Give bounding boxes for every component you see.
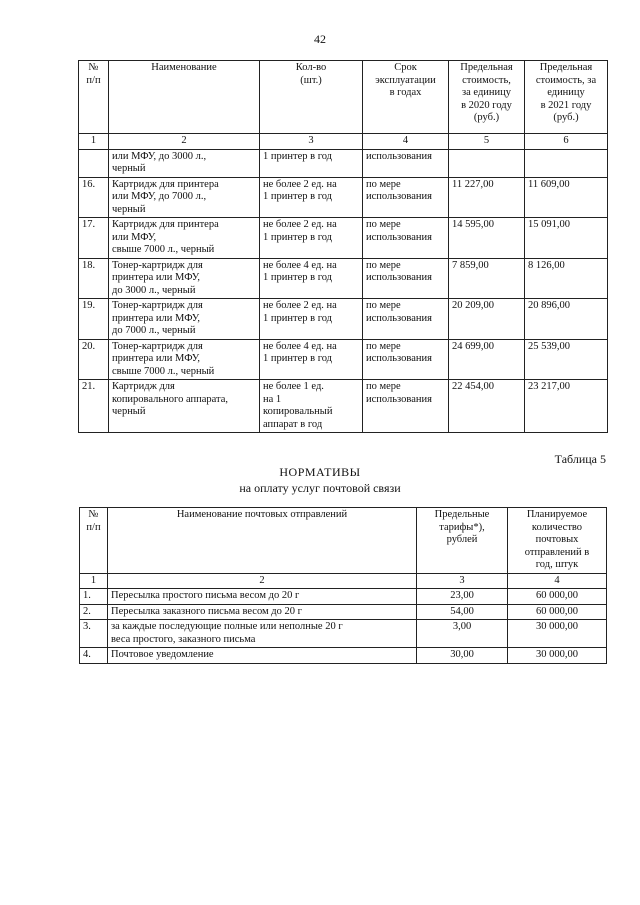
table2-cell-name: за каждые последующие полные или неполные 20 г веса простого, заказного письма: [108, 620, 417, 648]
table1-cell-name: Картридж для принтера или МФУ, до 7000 л., черный: [109, 177, 260, 218]
table1-column-number: 3: [260, 134, 363, 150]
table-row: [79, 149, 608, 177]
table-row: [80, 589, 607, 605]
table2-cell-count: 30 000,00: [508, 620, 607, 648]
table1-cell-name: Тонер-картридж для принтера или МФУ, до 7000 л., черный: [109, 299, 260, 340]
table1-cell-qty: не более 1 ед. на 1 копировальный аппарат в год: [260, 380, 363, 433]
table2-header-row: [80, 508, 607, 574]
table1-cell-qty: не более 2 ед. на 1 принтер в год: [260, 299, 363, 340]
table2-cell-tariff: 54,00: [417, 604, 508, 620]
table1-cell-num: 17.: [79, 218, 109, 259]
table1-cell-qty: не более 4 ед. на 1 принтер в год: [260, 339, 363, 380]
table1-cell-num: [79, 149, 109, 177]
table-row: [79, 218, 608, 259]
table2-column-number: 3: [417, 573, 508, 589]
table1-cell-num: 18.: [79, 258, 109, 299]
table1-cell-term: по мере использования: [363, 218, 449, 259]
table1-cell-qty: не более 2 ед. на 1 принтер в год: [260, 177, 363, 218]
table1-cell-p2020: 20 209,00: [449, 299, 525, 340]
table1-header-row: [79, 61, 608, 134]
table5-label: Таблица 5: [554, 452, 606, 466]
table2-cell-tariff: 23,00: [417, 589, 508, 605]
table2-header-cell: № п/п: [80, 508, 108, 574]
table1-cell-qty: не более 2 ед. на 1 принтер в год: [260, 218, 363, 259]
table2-cell-name: Почтовое уведомление: [108, 648, 417, 664]
table1-cell-num: 16.: [79, 177, 109, 218]
table1-cell-num: 19.: [79, 299, 109, 340]
table1-column-numbers: [79, 134, 608, 150]
table1-header-cell: № п/п: [79, 61, 109, 134]
table1-cell-p2021: 20 896,00: [525, 299, 608, 340]
table1-cell-p2020: 24 699,00: [449, 339, 525, 380]
table-row: [80, 620, 607, 648]
table2-column-numbers: [80, 573, 607, 589]
table1-cell-p2020: 14 595,00: [449, 218, 525, 259]
table-row: [80, 604, 607, 620]
table2-cell-count: 60 000,00: [508, 589, 607, 605]
table1-header-cell: Предельная стоимость, за единицу в 2021 году (руб.): [525, 61, 608, 134]
table2-header-cell: Наименование почтовых отправлений: [108, 508, 417, 574]
table1-cell-p2021: 15 091,00: [525, 218, 608, 259]
table2-cell-name: Пересылка заказного письма весом до 20 г: [108, 604, 417, 620]
table1-header-cell: Предельная стоимость, за единицу в 2020 году (руб.): [449, 61, 525, 134]
table1-column-number: 1: [79, 134, 109, 150]
table5-title: НОРМАТИВЫ: [279, 465, 361, 479]
table1-cell-term: по мере использования: [363, 380, 449, 433]
table1-cell-name: Картридж для принтера или МФУ, свыше 7000 л., черный: [109, 218, 260, 259]
table2-cell-count: 30 000,00: [508, 648, 607, 664]
table1-header-cell: Наименование: [109, 61, 260, 134]
table2-cell-num: 2.: [80, 604, 108, 620]
table1-column-number: 5: [449, 134, 525, 150]
table2-header-cell: Планируемое количество почтовых отправлений в год, штук: [508, 508, 607, 574]
table-row: [79, 258, 608, 299]
table1-cell-term: использования: [363, 149, 449, 177]
table1-cell-term: по мере использования: [363, 177, 449, 218]
table2-cell-count: 60 000,00: [508, 604, 607, 620]
table2-cell-num: 3.: [80, 620, 108, 648]
table-row: [80, 648, 607, 664]
table1-cell-qty: 1 принтер в год: [260, 149, 363, 177]
table1-cell-p2021: 8 126,00: [525, 258, 608, 299]
table2-column-number: 1: [80, 573, 108, 589]
table1-cell-num: 20.: [79, 339, 109, 380]
table2-header-cell: Предельные тарифы*), рублей: [417, 508, 508, 574]
table2-cell-tariff: 30,00: [417, 648, 508, 664]
table1-column-number: 6: [525, 134, 608, 150]
table1-cell-name: Картридж для копировального аппарата, черный: [109, 380, 260, 433]
table1-cell-p2021: 11 609,00: [525, 177, 608, 218]
page-number: 42: [314, 32, 326, 46]
table-row: [79, 177, 608, 218]
table2-cell-name: Пересылка простого письма весом до 20 г: [108, 589, 417, 605]
table1-header-cell: Кол-во (шт.): [260, 61, 363, 134]
table1-cell-name: Тонер-картридж для принтера или МФУ, свыше 7000 л., черный: [109, 339, 260, 380]
table1-cell-name: или МФУ, до 3000 л., черный: [109, 149, 260, 177]
table2-column-number: 4: [508, 573, 607, 589]
table1-column-number: 2: [109, 134, 260, 150]
table1-cell-p2021: 25 539,00: [525, 339, 608, 380]
table1-cell-p2020: 11 227,00: [449, 177, 525, 218]
table1-column-number: 4: [363, 134, 449, 150]
table-row: [79, 339, 608, 380]
table1-cell-term: по мере использования: [363, 339, 449, 380]
table1-cell-p2021: [525, 149, 608, 177]
table-row: [79, 299, 608, 340]
table2-cell-tariff: 3,00: [417, 620, 508, 648]
table2-cell-num: 1.: [80, 589, 108, 605]
table2-cell-num: 4.: [80, 648, 108, 664]
table1-cell-name: Тонер-картридж для принтера или МФУ, до 3000 л., черный: [109, 258, 260, 299]
table2-column-number: 2: [108, 573, 417, 589]
table1-cell-p2020: [449, 149, 525, 177]
table5-subtitle: на оплату услуг почтовой связи: [239, 481, 401, 495]
table1-cell-p2020: 7 859,00: [449, 258, 525, 299]
table1-cell-p2020: 22 454,00: [449, 380, 525, 433]
table1-cell-p2021: 23 217,00: [525, 380, 608, 433]
table1-cell-num: 21.: [79, 380, 109, 433]
table1-cell-qty: не более 4 ед. на 1 принтер в год: [260, 258, 363, 299]
table1-cell-term: по мере использования: [363, 299, 449, 340]
postal-norms-table: [79, 507, 607, 664]
cartridge-norms-table: [78, 60, 608, 433]
table-row: [79, 380, 608, 433]
table1-cell-term: по мере использования: [363, 258, 449, 299]
table1-header-cell: Срок эксплуатации в годах: [363, 61, 449, 134]
